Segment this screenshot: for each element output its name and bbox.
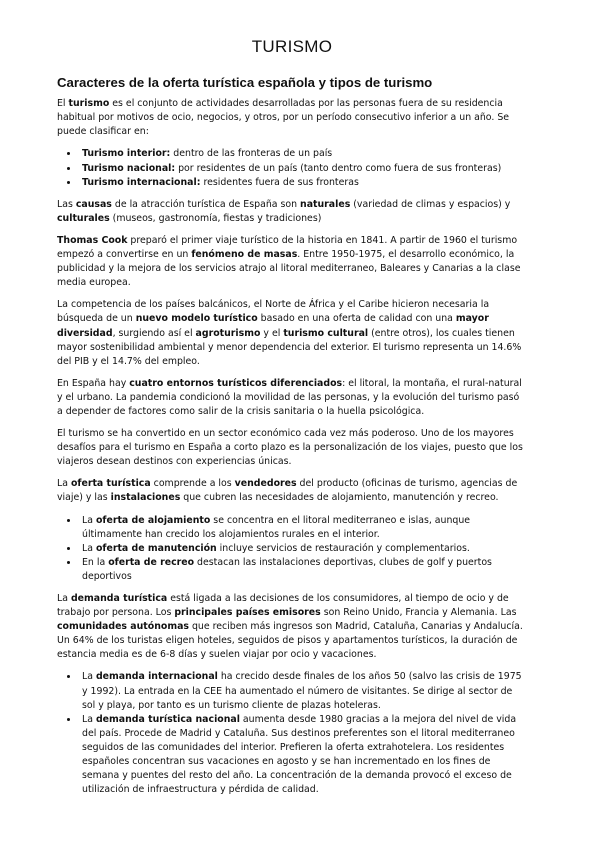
bold-term: oferta de recreo: [108, 556, 195, 568]
section-heading: Caracteres de la oferta turística española y tipos de turismo: [57, 75, 433, 91]
bold-term: Thomas Cook: [57, 234, 128, 246]
paragraph-definition: [57, 97, 527, 139]
paragraph-demand: [57, 592, 527, 662]
bold-term: turismo: [68, 98, 110, 110]
text-run: Las: [57, 198, 76, 210]
text-run: destacan las instalaciones deportivas, clubes de golf y puertos deportivos: [82, 556, 492, 582]
text-run: La: [82, 671, 96, 683]
list-item: [79, 147, 527, 161]
bold-term: vendedores: [234, 478, 297, 490]
text-run: incluye servicios de restauración y complementarios.: [216, 542, 470, 554]
list-item: [79, 556, 527, 584]
text-run: aumenta desde 1980 gracias a la mejora del nivel de vida del país. Procede de Madrid y Cataluña. Sus destinos preferentes son el litoral mediterraneo seguidos de las comunidades del interior. Prefieren la oferta extrahotelera. Los residentes españoles concentran sus vacaciones en agosto y se han incrementado en los fines de semana y puentes del resto del año. La concentración de la demanda provocó el exceso de utilización de infraestructura y pérdida de calidad.: [82, 713, 517, 796]
list-item: [79, 162, 527, 176]
text-run: y el: [260, 327, 284, 339]
text-run: basado en una oferta de calidad con una: [257, 313, 456, 325]
bold-term: Turismo internacional:: [82, 176, 201, 188]
bullet-list-types: [57, 147, 527, 189]
text-run: de la atracción turística de España son: [111, 198, 301, 210]
text-run: La: [82, 713, 96, 725]
text-run: dentro de las fronteras de un país: [170, 148, 333, 160]
bold-term: oferta turística: [70, 478, 151, 490]
bold-term: naturales: [300, 198, 351, 210]
bold-term: demanda turística: [70, 593, 168, 604]
bold-term: oferta de alojamiento: [95, 514, 211, 526]
bold-term: demanda turística nacional: [95, 713, 240, 725]
bold-term: Turismo nacional:: [82, 162, 176, 174]
list-item: [79, 176, 527, 190]
paragraph-challenges: El turismo se ha convertido en un sector económico cada vez más poderoso. Uno de los mayores desafíos para el turismo en España a corto plazo es la personalización de los viajes, puesto que los viajeros desean destinos con experiencias únicas.: [57, 428, 523, 468]
text-run: : el litoral, la montaña, el rural-natural y el urbano. La pandemia condicionó la movilidad de las personas, y la evolución del turismo pasó a depender de factores como salir de la crisis sanitaria o la huella psicológica.: [57, 377, 522, 417]
bold-term: cuatro entornos turísticos diferenciados: [129, 377, 343, 389]
text-run: que reciben más ingresos son Madrid, Cataluña, Canarias y Andalucía. Un 64% de los turistas eligen hoteles, seguidos de pisos y apartamentos turísticos, la duración de estancia media es de 6-8 días y suelen viajar por ocio y vacaciones.: [57, 621, 523, 661]
bold-term: culturales: [57, 212, 110, 224]
bold-term: turismo cultural: [283, 327, 369, 339]
text-run: residentes fuera de sus fronteras: [200, 176, 359, 188]
list-item: [79, 713, 527, 798]
paragraph-history: [57, 234, 527, 290]
text-run: que cubren las necesidades de alojamiento, manutención y recreo.: [180, 492, 499, 504]
text-run: La: [57, 478, 71, 490]
text-run: ha crecido desde finales de los años 50 (salvo las crisis de 1975 y 1992). La entrada en la CEE ha aumentado el número de visitantes. Se dirige al sector de sol y playa, por tanto es un turismo cliente de plazas hoteleras.: [82, 671, 522, 711]
bold-term: comunidades autónomas: [57, 621, 189, 633]
bold-term: agroturismo: [195, 327, 261, 339]
text-run: El: [57, 98, 69, 110]
text-run: , surgiendo así el: [112, 327, 196, 339]
bullet-list-demand: [57, 670, 527, 797]
text-run: La: [82, 514, 96, 526]
text-run: La: [57, 593, 71, 604]
text-run: se concentra en el litoral mediterraneo e islas, aunque últimamente han crecido los alojamientos rurales en el interior.: [82, 514, 471, 540]
bold-term: instalaciones: [110, 492, 181, 504]
text-run: (variedad de climas y espacios) y: [350, 198, 511, 210]
text-run: del producto (oficinas de turismo, agencias de viaje) y las: [57, 478, 518, 504]
paragraph-causes: [57, 198, 527, 226]
list-item: [79, 514, 527, 542]
document-title: TURISMO: [251, 37, 333, 56]
bold-term: oferta de manutención: [95, 542, 217, 554]
bold-term: principales países emisores: [174, 607, 321, 619]
text-run: está ligada a las decisiones de los consumidores, al tiempo de ocio y de trabajo por persona. Los: [57, 593, 509, 619]
bold-term: demanda internacional: [95, 671, 218, 683]
list-item: [79, 670, 527, 712]
bullet-list-offer: [57, 514, 527, 584]
text-run: es el conjunto de actividades desarrolladas por las personas fuera de su residencia habitual por motivos de ocio, negocios, y otros, por un período consecutivo inferior a un año. Se puede clasificar en:: [57, 98, 510, 138]
text-run: En la: [82, 556, 109, 568]
bold-term: causas: [75, 198, 112, 210]
paragraph-competition: [57, 298, 527, 368]
text-run: (museos, gastronomía, fiestas y tradiciones): [109, 212, 322, 224]
text-run: . Entre 1950-1975, el desarrollo económico, la publicidad y la mejora de los servicios atrajo al litoral mediterraneo, Baleares y Canarias a la clase media europea.: [57, 249, 521, 289]
bold-term: nuevo modelo turístico: [135, 313, 258, 325]
text-run: por residentes de un país (tanto dentro como fuera de sus fronteras): [175, 162, 502, 174]
text-run: preparó el primer viaje turístico de la historia en 1841. A partir de 1960 el turismo empezó a convertirse en un: [57, 234, 518, 261]
text-run: son Reino Unido, Francia y Alemania. Las: [320, 607, 517, 619]
bold-term: mayor diversidad: [57, 313, 489, 339]
paragraph-environments: [57, 377, 527, 419]
text-run: (entre otros), los cuales tienen mayor sostenibilidad ambiental y menor dependencia del exterior. El turismo representa un 14.6% del PIB y el 14.7% del empleo.: [57, 327, 522, 367]
text-run: En España hay: [57, 377, 130, 389]
bold-term: fenómeno de masas: [191, 249, 298, 261]
text-run: La competencia de los países balcánicos, el Norte de África y el Caribe hicieron necesaria la búsqueda de un: [57, 299, 490, 325]
text-run: comprende a los: [150, 478, 235, 490]
text-run: La: [82, 542, 96, 554]
list-item: [79, 542, 527, 556]
paragraph-offer: [57, 477, 527, 505]
bold-term: Turismo interior:: [82, 148, 171, 160]
